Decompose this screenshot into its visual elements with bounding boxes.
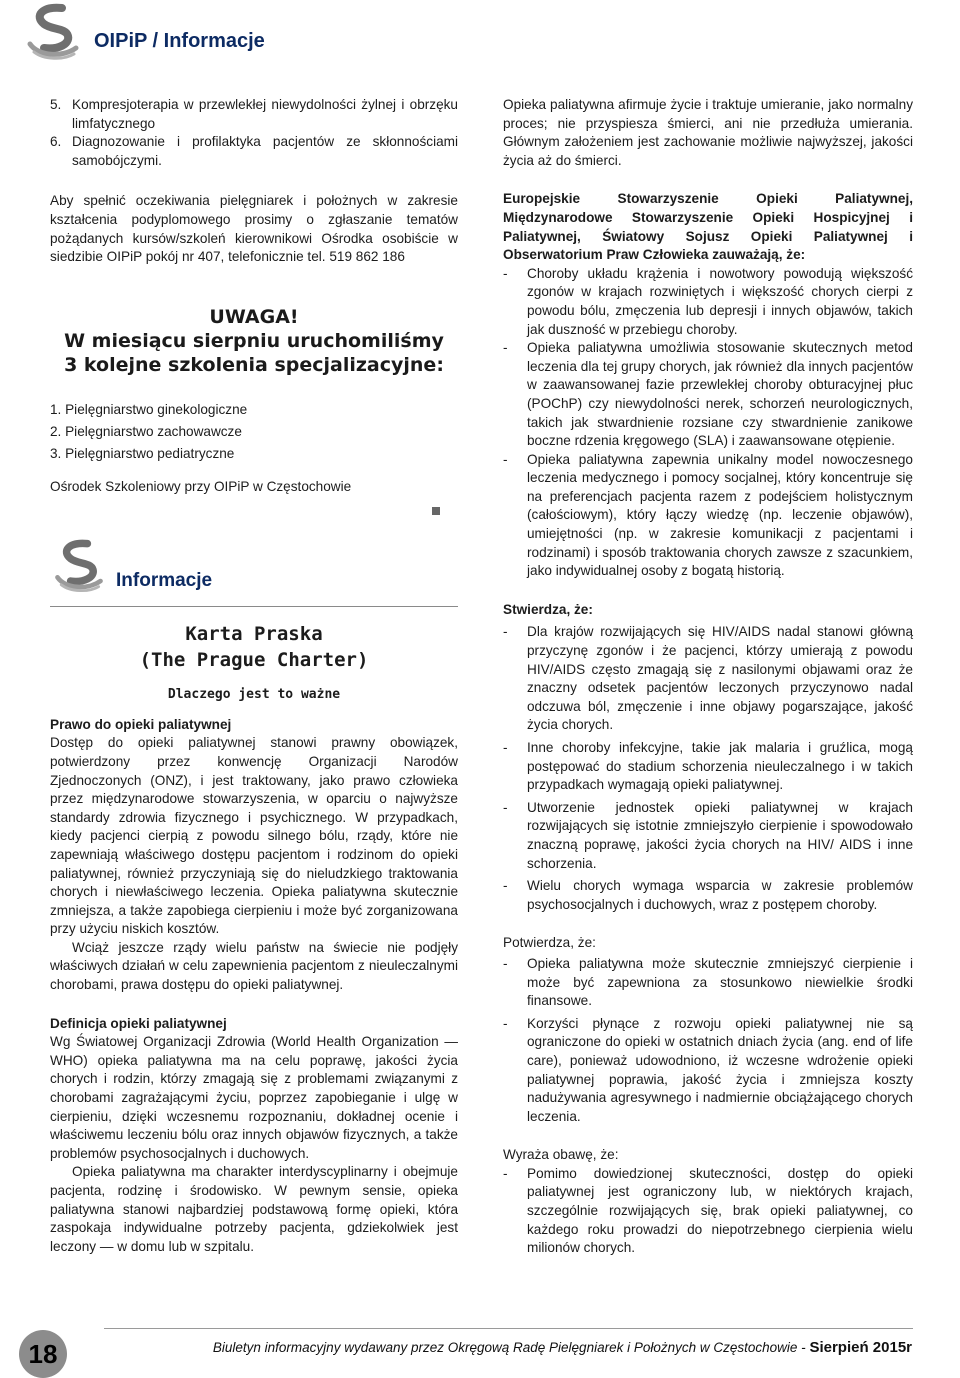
- page-header: [0, 0, 960, 90]
- definition-paragraph: Wg Światowej Organizacji Zdrowia (World Health Organization — WHO) opieka paliatywna ma na celu poprawę, jakości życia chorych i rodzin, którzy zmagają się z problemami związanymi z chorobami zagrażającymi życiu, poprzez zapobieganie i ulgę w cierpieniu, dzięki wczesnemu rozpoznaniu, dokładnej ocenie i właściwemu leczeniu bólu oraz innych objawów fizycznych, a także problemów psychosocjalnych i duchowych.: [50, 1034, 458, 1161]
- definition-paragraph-2: Opieka paliatywna ma charakter interdyscyplinarny i obejmuje pacjenta, rodzinę i środowisko. W pewnym sensie, opieka paliatywna stanowi najbardziej podstawową formę opieki, która zaspokaja indywidualne potrzeby pacjenta, gdziekolwiek jest leczony — w domu lub w szpitalu.: [50, 1164, 458, 1254]
- stwierdza-heading: Stwierdza, że:: [503, 601, 593, 617]
- course-item: 1. Pielęgniarstwo ginekologiczne: [50, 401, 248, 417]
- list-item: 6. Diagnozowanie i profilaktyka pacjentów ze skłonnościami samobójczymi.: [50, 134, 458, 168]
- charter-subtitle: Dlaczego jest to ważne: [167, 686, 341, 702]
- bullet-list-3: [503, 955, 913, 1126]
- charter-title: Karta Praska: [185, 622, 323, 645]
- list-item: - Opieka paliatywna zapewnia unikalny model nowoczesnego leczenia medycznego i pomocy socjalnej, który koncentruje się na preferencjach pacjenta razem z podejściem holistycznym (całościowym), który łączy wiedzę (np. leczenie objawów), umiejętności (np. w zakresie komunikacji z pacjentami i rodzinami) i sposób traktowania chorych zawsze z szacunkiem, jako indywidualnej osoby z bogatą historią.: [503, 451, 913, 579]
- right-column: [503, 92, 913, 1258]
- stowarzyszenie-heading: Europejskie Stowarzyszenie Opieki Paliatywnej, Międzynarodowe Stowarzyszenie Opieki Hospicyjnej i Paliatywnej, Światowy Sojusz Opieki Paliatywnej i Obserwatorium Praw Człowieka zauważają, że:: [503, 191, 913, 263]
- list-item: - Dla krajów rozwijających się HIV/AIDS nadal stanowi główną przyczynę zgonów i że pacjenci, którzy umierają z powodu HIV/AIDS często zmagają się z nasilonymi objawami oraz że znaczny odsetek pacjentów leczonych przyczynowo nadal odczuwa ból, zmęczenie i inne objawy pogarszające, jakość życia chorych.: [503, 624, 913, 733]
- wyraza-obawe-heading: Wyraża obawę, że:: [503, 1147, 619, 1163]
- uwaga-line1: UWAGA!: [209, 305, 299, 328]
- potwierdza-heading: Potwierdza, że:: [503, 935, 596, 951]
- footer-divider: [104, 1328, 913, 1329]
- list-item: - Opieka paliatywna może skutecznie zmniejszyć cierpienie i może być zapewniona za stosunkowo niewielkie środki finansowe.: [503, 955, 913, 1009]
- list-item: - Inne choroby infekcyjne, takie jak malaria i gruźlica, mogą postępować do stadium schorzenia nieuleczalnego i w takich przypadkach wymagają opieki paliatywnej.: [503, 740, 913, 793]
- section-label: Informacje: [116, 569, 213, 591]
- right-to-care-paragraph: Dostęp do opieki paliatywnej stanowi prawny obowiązek, potwierdzony przez konwencję Organizacji Narodów Zjednoczonych (ONZ), i jest traktowany, jako prawo człowieka przez międzynarodowe stowarzyszenia, w oparciu o najwyższe standardy zdrowia fizycznego i psychicznego. W przypadkach, kiedy pacjenci cierpią z powodu silnego bólu, rządy, które nie zapewniają właściwego dostępu pacjentom i rodzinom do opieki paliatywnej, również przyczyniają się do nieludzkiego traktowania chorych i niewłaściwego leczenia. Opieka paliatywna skutecznie zmniejsza, a także zapobiega cierpieniu i może być zorganizowana przy użyciu niskich kosztów.: [50, 735, 458, 937]
- intro-paragraph-right: Opieka paliatywna afirmuje życie i traktuje umieranie, jako normalny proces; nie przyspiesza śmierci, ani nie przedłuża umierania. Głównym założeniem jest zachowanie możliwie najwyższej, jakości życia aż do śmierci.: [503, 97, 913, 168]
- header-title: OIPiP / Informacje: [94, 30, 265, 52]
- bullet-list-1: [503, 265, 913, 581]
- list-item: - Choroby układu krążenia i nowotwory powodują większość zgonów w krajach rozwiniętych i większość chorych cierpi z powodu bólu, zmęczenia lub depresji i innych objawów, takich jak duszność w przebiegu choroby.: [503, 265, 913, 337]
- footer-caption: [0, 1339, 912, 1356]
- footer-text: Biuletyn informacyjny wydawany przez Okręgową Radę Pielęgniarek i Położnych w Częstochowie -: [212, 1340, 806, 1355]
- oipip-logo-icon: [50, 538, 108, 596]
- charter-title-en: (The Prague Charter): [139, 648, 369, 671]
- bullet-list-2: [503, 623, 913, 914]
- course-item: 2. Pielęgniarstwo zachowawcze: [50, 423, 242, 439]
- list-item: - Utworzenie jednostek opieki paliatywnej w krajach rozwijających się istotnie zmniejszyło cierpienie i spowodowało znaczną poprawę, jakości życia chorych na HIV/ AIDS i inne schorzenia.: [503, 799, 913, 871]
- list-top: [50, 96, 458, 170]
- uwaga-line2: W miesiącu sierpniu uruchomiliśmy: [64, 329, 444, 352]
- list-item: - Opieka paliatywna umożliwia stosowanie skutecznych metod leczenia dla tej grupy chorych, jak również dla innych pacjentów w zaawansowanej fazie przewlekłej choroby obturacyjnej płuc (POChP) czy niewydolności nerek, schorzeń neurologicznych, takich jak stwardnienie rozsiane czy stwardnienie zanikowe boczne rdzenia kręgowego (SLA) i zaawansowane otępienie.: [503, 340, 913, 449]
- informacje-section-header: [50, 534, 458, 604]
- center-note: Ośrodek Szkoleniowy przy OIPiP w Częstochowie: [50, 478, 352, 494]
- intro-paragraph: Aby spełnić oczekiwania pielęgniarek i położnych w zakresie kształcenia podyplomowego prosimy o zgłaszanie tematów pożądanych kursów/szkoleń kierownikowi Ośrodka osobiście w siedzibie OIPiP pokój nr 407, telefonicznie tel. 519 862 186: [50, 193, 458, 265]
- list-item: 5. Kompresjoterapia w przewlekłej niewydolności żylnej i obrzęku limfatycznego: [50, 97, 458, 131]
- right-to-care-heading: Prawo do opieki paliatywnej: [50, 716, 232, 732]
- list-item: - Wielu chorych wymaga wsparcia w zakresie problemów psychosocjalnych i duchowych, wraz z postępem choroby.: [503, 878, 913, 912]
- divider: [50, 606, 458, 607]
- definition-heading: Definicja opieki paliatywnej: [50, 1015, 227, 1031]
- bullet-list-4: [503, 1165, 913, 1258]
- oipip-logo-icon: [22, 2, 84, 64]
- right-to-care-paragraph-2: Wciąż jeszcze rządy wielu państw na świecie nie podjęły właściwych działań w celu zapewnienia pacjentom z nieuleczalnymi chorobami, prawa dostępu do opieki paliatywnej.: [50, 939, 458, 993]
- course-item: 3. Pielęgniarstwo pediatryczne: [50, 445, 235, 461]
- list-item: - Korzyści płynące z rozwoju opieki paliatywnej nie są ograniczone do opieki w ostatnich dniach życia (ang. end of life care), ponieważ udowodniono, iż wczesne wdrożenie opieki paliatywnej poprawia, jakość życia i zmniejsza koszty nadużywania agresywnego i nadmiernie obciążającego chorych leczenia.: [503, 1015, 913, 1124]
- courses-list: [50, 399, 458, 465]
- list-item: - Pomimo dowiedzionej skuteczności, dostęp do opieki paliatywnej jest ograniczony lub, w niektórych krajach, szczególnie rozwijających się, brak opieki paliatywnej, co każdego roku prowadzi do niepotrzebnego cierpienia wielu milionów chorych.: [503, 1165, 913, 1256]
- page-number: 18: [19, 1330, 67, 1378]
- footer-issue: Sierpień 2015r: [809, 1339, 912, 1356]
- uwaga-line3: 3 kolejne szkolenia specjalizacyjne:: [64, 353, 444, 376]
- end-of-article-square: [432, 507, 440, 515]
- left-column: [50, 92, 458, 1256]
- uwaga-block: [50, 305, 458, 377]
